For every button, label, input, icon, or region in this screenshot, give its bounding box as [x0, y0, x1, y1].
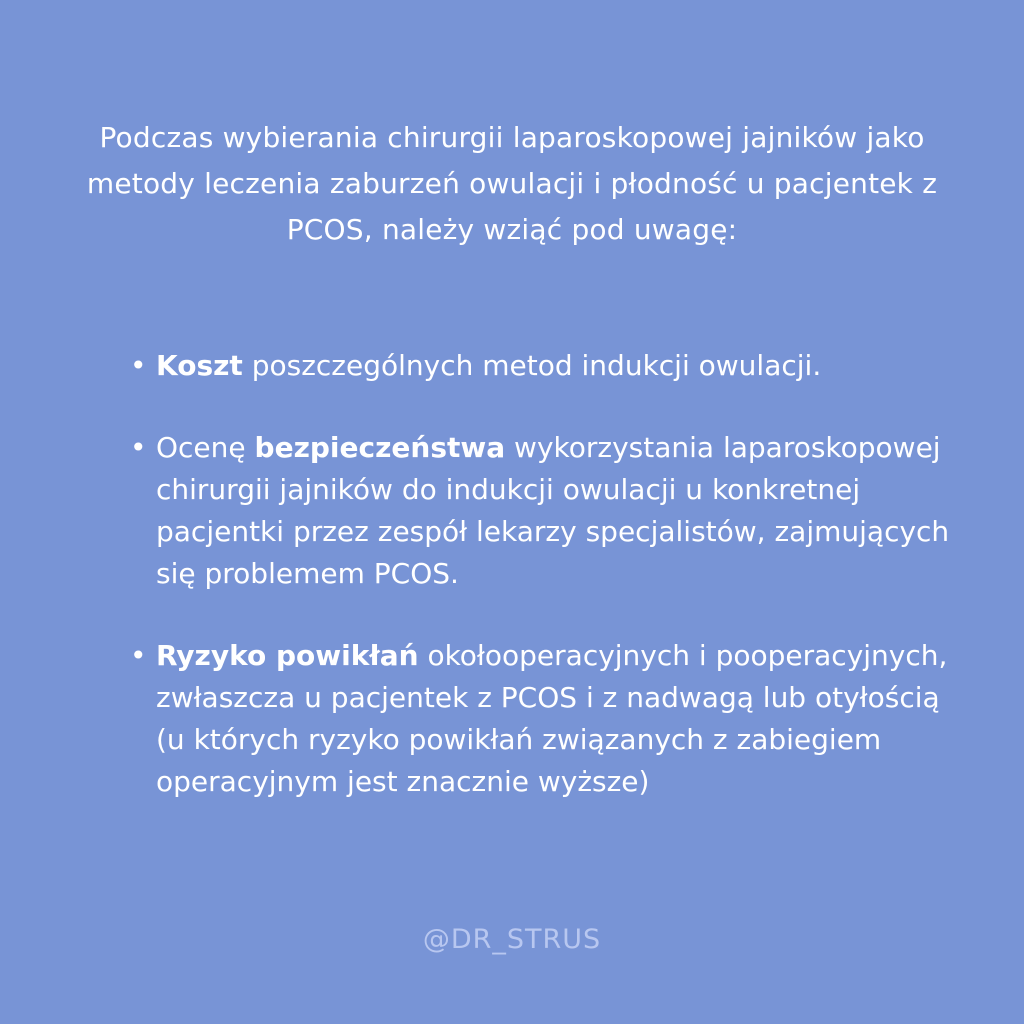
bullet-list	[130, 345, 950, 843]
author-handle: @DR_STRUS	[422, 924, 602, 955]
item-text: wykorzystania laparoskopowej chirurgii jajników do indukcji owulacji u konkretnej pacjentki przez zespół lekarzy specjalistów, zajmujących się problemem PCOS.	[156, 431, 950, 590]
item-text: poszczególnych metod indukcji owulacji.	[242, 349, 822, 382]
bullet-icon: •	[130, 639, 147, 672]
list-item-cost	[130, 345, 950, 387]
item-prefix: Ocenę	[156, 431, 255, 464]
emphasis-text: Koszt	[156, 349, 243, 382]
item-text: okołooperacyjnych i pooperacyjnych, zwłaszcza u pacjentek z PCOS i z nadwagą lub otyłością (u których ryzyko powikłań związanych z zabiegiem operacyjnym jest znacznie wyższe)	[156, 639, 948, 798]
emphasis-text: Ryzyko powikłań	[156, 639, 419, 672]
bullet-icon: •	[130, 431, 147, 464]
bullet-icon: •	[130, 349, 147, 382]
emphasis-text: bezpieczeństwa	[254, 431, 506, 464]
intro-paragraph: Podczas wybierania chirurgii laparoskopowej jajników jako metody leczenia zaburzeń owulacji i płodność u pacjentek z PCOS, należy wziąć pod uwagę:	[86, 121, 938, 246]
list-item-safety	[130, 427, 950, 595]
list-item-risk	[130, 635, 950, 803]
